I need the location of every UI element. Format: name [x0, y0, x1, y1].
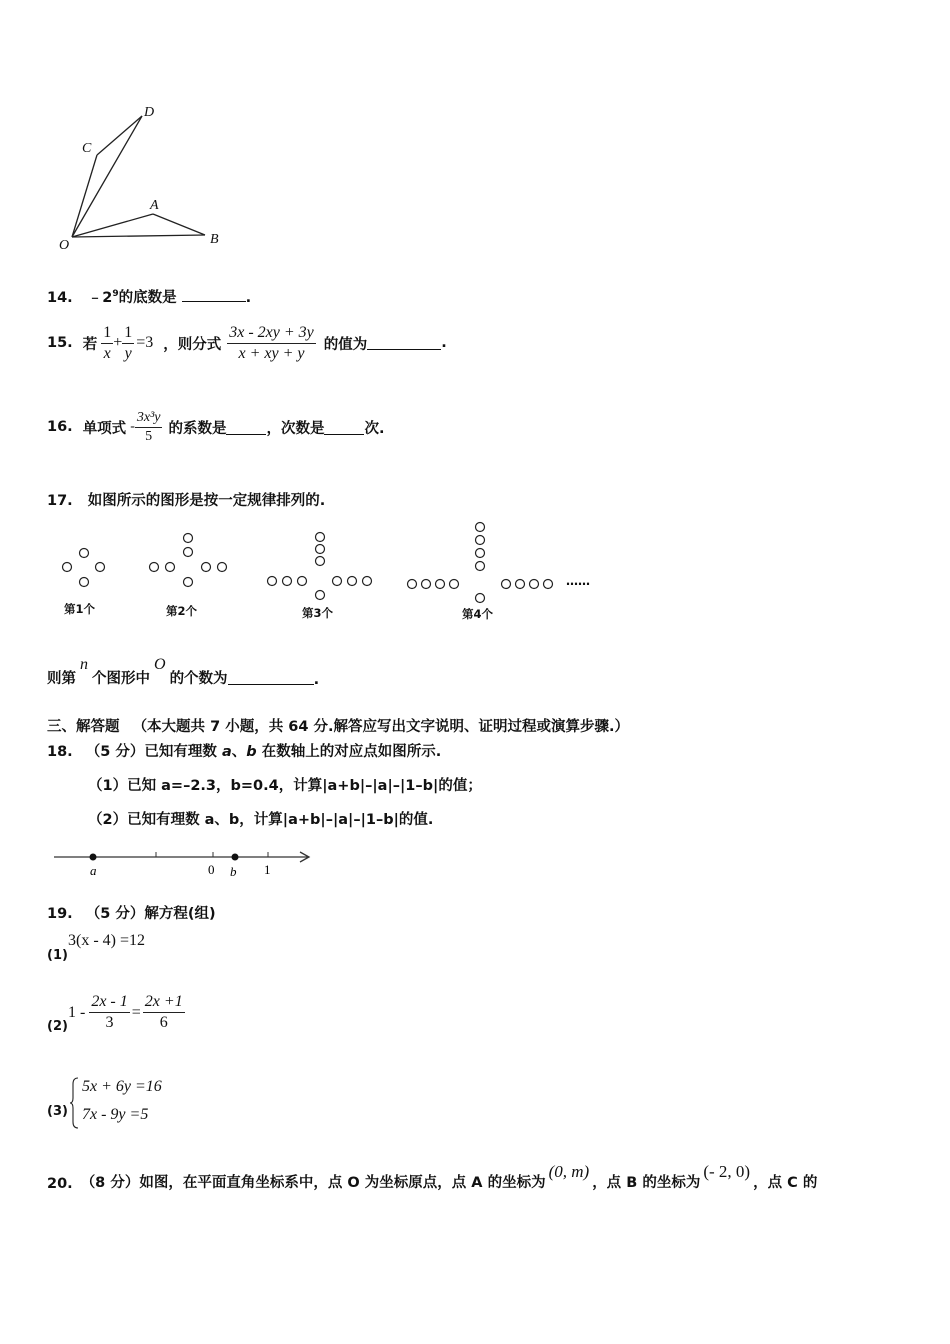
question-number: 16.	[47, 419, 73, 435]
caption-figure-4: 第4个	[462, 607, 494, 621]
minus-sign: -	[130, 419, 135, 434]
label-one: 1	[264, 862, 271, 877]
answer-blank-degree[interactable]	[324, 433, 364, 435]
equation-2	[68, 993, 185, 1032]
segment-oc	[72, 155, 97, 237]
question-text: 若	[82, 336, 98, 353]
question-number: 17.	[47, 493, 73, 509]
answer-blank[interactable]	[182, 300, 246, 302]
section-header	[47, 715, 629, 736]
question-20	[47, 1160, 817, 1192]
question-text: 的个数为	[169, 671, 228, 687]
question-number: 20.	[47, 1176, 73, 1192]
fraction-denominator: x	[103, 344, 111, 362]
period: .	[245, 290, 252, 306]
question-number: 19.	[47, 906, 73, 922]
question-text: 在数轴上的对应点如图所示.	[261, 744, 442, 760]
part-label-1: (1)	[47, 948, 68, 963]
segment-ob	[72, 235, 205, 237]
fraction-denominator: 5	[145, 428, 153, 444]
question-text: 次.	[364, 420, 385, 437]
question-number: 15.	[47, 335, 73, 351]
equals-sign: =	[131, 1003, 141, 1021]
caption-figure-3: 第3个	[302, 606, 334, 620]
question-18-part-1: （1）已知 a=–2.3，b=0.4，计算|a+b|–|a|–|1–b|的值；	[88, 778, 482, 794]
variable-b: b	[246, 744, 257, 760]
pattern-figure-4	[408, 523, 553, 603]
question-text: 已知有理数	[144, 744, 217, 760]
fraction-denominator: 3	[105, 1014, 114, 1031]
question-text: 如图，在平面直角坐标系中，点 O 为坐标原点，点 A 的坐标为	[139, 1175, 546, 1191]
power-exponent: 9	[112, 289, 119, 300]
fraction-numerator: 3x - 2xy + 3y	[229, 323, 314, 341]
equals-value: =3	[136, 334, 154, 351]
point-b	[232, 854, 239, 861]
monomial	[130, 410, 162, 445]
question-18	[47, 740, 441, 761]
point-a	[90, 854, 97, 861]
question-text: 的系数是	[168, 420, 227, 437]
circle-symbol: O	[154, 656, 166, 673]
question-18-part-2: （2）已知有理数 a、b，计算|a+b|–|a|–|1–b|的值.	[88, 812, 434, 828]
equation-lead: 1 -	[68, 1003, 86, 1021]
fraction-expression	[227, 324, 316, 363]
coordinate-b: (- 2, 0)	[703, 1162, 751, 1181]
question-text: 的值为	[323, 336, 368, 353]
question-number: 14.	[47, 290, 73, 306]
label-b: B	[210, 232, 219, 247]
circle-pattern-figure	[55, 515, 615, 627]
label-a: A	[150, 198, 159, 213]
fraction-numerator: 2x - 1	[91, 993, 128, 1010]
fraction-numerator: 3x³y	[136, 409, 161, 425]
question-17	[47, 489, 325, 510]
question-text: 的底数是	[118, 290, 177, 306]
caption-figure-1: 第1个	[64, 602, 96, 616]
section-note: （本大题共 7 小题，共 64 分.解答应写出文字说明、证明过程或演算步骤.）	[132, 719, 630, 735]
question-text: 如图所示的图形是按一定规律排列的.	[87, 493, 326, 509]
question-17-answer	[47, 656, 319, 688]
question-score: （5 分）	[85, 906, 145, 922]
pattern-figure-1	[63, 549, 105, 587]
question-score: （5 分）	[85, 744, 145, 760]
question-score: （8 分）	[80, 1175, 140, 1191]
condition-expression	[101, 324, 153, 363]
question-number: 18.	[47, 744, 73, 760]
pattern-figure-2	[150, 534, 227, 587]
label-d: D	[144, 105, 155, 120]
question-text: 解方程(组)	[144, 906, 216, 922]
geometry-figure-13	[50, 95, 240, 265]
question-15	[47, 318, 447, 368]
answer-blank[interactable]	[228, 683, 314, 685]
fraction-denominator: 6	[159, 1014, 168, 1031]
question-14	[47, 286, 251, 307]
label-zero: 0	[208, 862, 215, 877]
variable-a: a	[221, 744, 232, 760]
question-text: ，则分式	[163, 336, 222, 353]
segment-cd	[97, 116, 142, 155]
question-text: ，点 C 的	[753, 1175, 818, 1191]
question-19	[47, 902, 216, 923]
power-base: 2	[102, 290, 113, 306]
question-text: 单项式	[82, 420, 127, 437]
pattern-figure-3	[268, 533, 372, 600]
system-equation-1: 5x + 6y =16	[82, 1078, 162, 1095]
section-title: 三、解答题	[47, 719, 120, 735]
caption-figure-2: 第2个	[166, 604, 198, 618]
plus-sign: +	[113, 334, 123, 351]
system-equation-2: 7x - 9y =5	[82, 1106, 149, 1123]
separator: 、	[231, 744, 247, 760]
question-text: ，次数是	[266, 420, 325, 437]
fraction-numerator: 2x +1	[144, 993, 183, 1010]
label-o: O	[59, 238, 70, 253]
number-line	[50, 845, 320, 881]
minus-sign: ﹣	[87, 290, 103, 306]
coordinate-a: (0, m)	[548, 1162, 590, 1181]
period: .	[313, 672, 320, 688]
segment-oa	[72, 214, 153, 237]
question-text: 则第	[47, 671, 76, 687]
part-label-2: (2)	[47, 1019, 68, 1034]
segment-ab	[153, 214, 205, 235]
pattern-ellipsis: ……	[566, 574, 590, 588]
fraction-denominator: y	[124, 344, 132, 362]
question-text: 个图形中	[92, 671, 150, 687]
label-a: a	[90, 863, 97, 878]
part-label-3: (3)	[47, 1104, 68, 1119]
question-text: ，点 B 的坐标为	[592, 1175, 701, 1191]
segment-od	[72, 116, 142, 237]
label-c: C	[82, 141, 92, 156]
fraction-denominator: x + xy + y	[238, 344, 305, 362]
period: .	[441, 335, 447, 351]
fraction-numerator: 1	[124, 323, 133, 341]
answer-blank[interactable]	[367, 348, 441, 350]
label-b: b	[230, 864, 237, 879]
fraction-numerator: 1	[103, 323, 112, 341]
answer-blank-coefficient[interactable]	[226, 433, 266, 435]
variable-n: n	[80, 656, 88, 673]
equation-1: 3(x - 4) =12	[68, 932, 146, 949]
question-16	[47, 402, 385, 452]
system-brace	[70, 1076, 80, 1130]
